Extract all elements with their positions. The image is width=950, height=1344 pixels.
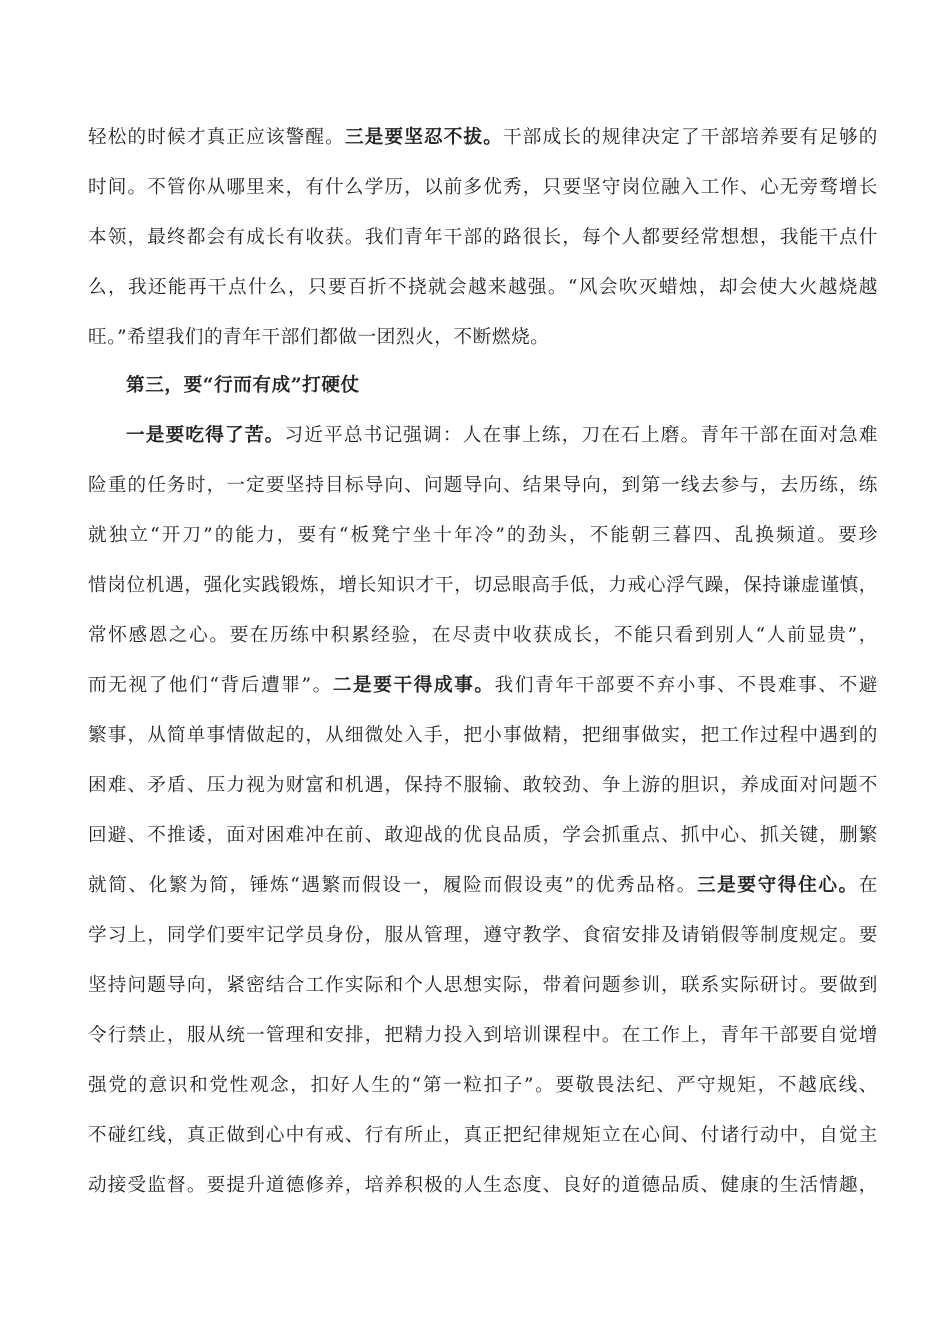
- bold-emphasis: 三是要守得住心。: [696, 875, 859, 896]
- text-line: 繁事，从简单事情做起的，从细微处入手，把小事做精，把细事做实，把工作过程中遇到的: [88, 725, 878, 746]
- text-line: 常怀感恩之心。要在历练中积累经验，在尽责中收获成长，不能只看到别人“人前显贵”，: [88, 625, 878, 646]
- text-line: 时间。不管你从哪里来，有什么学历，以前多优秀，只要坚守岗位融入工作、心无旁骛增长: [88, 177, 878, 198]
- text-line: 一是要吃得了苦。习近平总书记强调：人在事上练，刀在石上磨。青年干部在面对急难: [126, 425, 878, 446]
- text-line: 令行禁止，服从统一管理和安排，把精力投入到培训课程中。在工作上，青年干部要自觉增: [88, 1025, 878, 1046]
- text-line: 学习上，同学们要牢记学员身份，服从管理，遵守教学、食宿安排及请销假等制度规定。要: [88, 925, 878, 946]
- text-line: 就简、化繁为简，锤炼“遇繁而假设一，履险而假设夷”的优秀品格。三是要守得住心。在: [88, 875, 878, 896]
- text-line: 动接受监督。要提升道德修养，培养积极的人生态度、良好的道德品质、健康的生活情趣，: [88, 1175, 878, 1196]
- text-line: 就独立“开刀”的能力，要有“板凳宁坐十年冷”的劲头，不能朝三暮四、乱换频道。要珍: [88, 525, 878, 546]
- text-line: 轻松的时候才真正应该警醒。三是要坚忍不拔。干部成长的规律决定了干部培养要有足够的: [88, 127, 878, 148]
- text-line: 么，我还能再干点什么，只要百折不挠就会越来越强。“风会吹灭蜡烛，却会使大火越烧越: [88, 277, 878, 298]
- bold-emphasis: 一是要吃得了苦。: [126, 425, 285, 446]
- bold-emphasis: 二是要干得成事。: [332, 675, 495, 696]
- text-line: 而无视了他们“背后遭罪”。二是要干得成事。我们青年干部要不弃小事、不畏难事、不避: [88, 675, 878, 696]
- text-line: 惜岗位机遇，强化实践锻炼，增长知识才干，切忌眼高手低，力戒心浮气躁，保持谦虚谨慎，: [88, 575, 878, 596]
- text-line: 坚持问题导向，紧密结合工作实际和个人思想实际，带着问题参训，联系实际研讨。要做到: [88, 975, 878, 996]
- text-line: 旺。”希望我们的青年干部们都做一团烈火，不断燃烧。: [88, 327, 550, 348]
- text-line: 不碰红线，真正做到心中有戒、行有所止，真正把纪律规矩立在心间、付诸行动中，自觉主: [88, 1125, 878, 1146]
- text-line: 险重的任务时，一定要坚持目标导向、问题导向、结果导向，到第一线去参与，去历练，练: [88, 475, 878, 496]
- text-line: 强党的意识和党性观念，扣好人生的“第一粒扣子”。要敬畏法纪、严守规矩，不越底线、: [88, 1075, 878, 1096]
- text-line: 回避、不推诿，面对困难冲在前、敢迎战的优良品质，学会抓重点、抓中心、抓关键，删繁: [88, 825, 878, 846]
- section-heading: 第三，要“行而有成”打硬仗: [126, 375, 360, 396]
- bold-emphasis: 三是要坚忍不拔。: [344, 127, 504, 148]
- text-line: 本领，最终都会有成长有收获。我们青年干部的路很长，每个人都要经常想想，我能干点什: [88, 227, 878, 248]
- text-line: 困难、矛盾、压力视为财富和机遇，保持不服输、敢较劲、争上游的胆识，养成面对问题不: [88, 775, 878, 796]
